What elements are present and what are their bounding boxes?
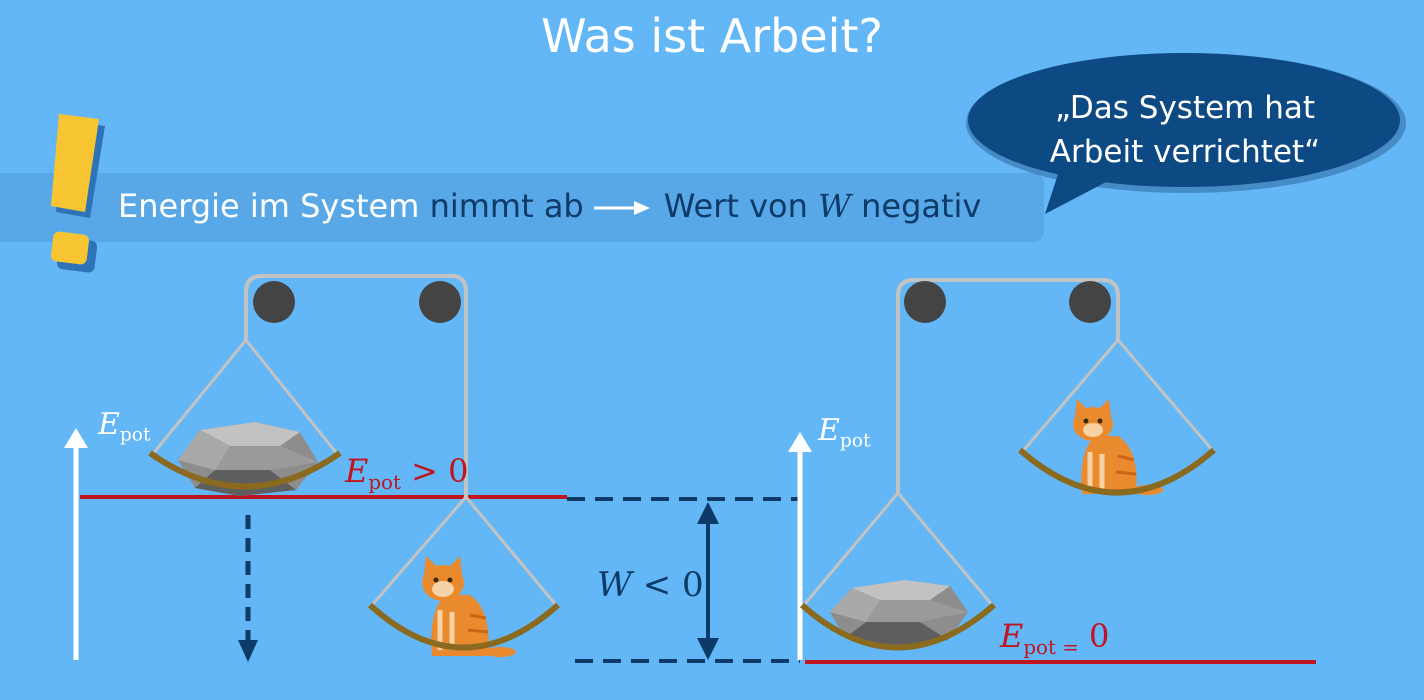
cat-icon (1073, 399, 1163, 495)
left-level-subscript: pot (368, 470, 401, 494)
left-high-pan (150, 340, 340, 496)
left-energy-axis (64, 428, 88, 660)
left-axis-symbol: E (98, 407, 120, 442)
statement-text (118, 178, 981, 234)
page-title: Was ist Arbeit? (541, 9, 883, 63)
speech-bubble-text (990, 86, 1380, 174)
right-level-subscript: pot = (1023, 635, 1079, 659)
speech-bubble-line-1: „Das System hat (1054, 90, 1316, 126)
left-axis-label (98, 407, 151, 446)
right-arrow-icon (594, 198, 650, 218)
right-level-symbol: E (1000, 617, 1024, 655)
right-axis-label (818, 413, 871, 452)
left-pulley-wheel-1 (253, 281, 295, 323)
right-axis-symbol: E (818, 413, 840, 448)
speech-bubble-line-2: Arbeit verrichtet“ (1049, 134, 1321, 170)
down-arrow-icon (238, 515, 258, 662)
right-pulley-wheel-2 (1069, 281, 1111, 323)
work-symbol: W (597, 565, 632, 605)
right-axis-subscript: pot (839, 430, 871, 452)
statement-start: Energie im System (118, 187, 430, 225)
right-low-pan (802, 493, 994, 648)
statement-after-arrow: Wert von (663, 187, 819, 225)
left-pulley-wheel-2 (419, 281, 461, 323)
left-level-symbol: E (345, 452, 369, 490)
right-pulley-wheel-1 (904, 281, 946, 323)
statement-end: negativ (850, 187, 982, 225)
work-relation: < 0 (642, 565, 704, 605)
right-level-value: 0 (1089, 617, 1110, 655)
statement-highlight: nimmt ab (429, 187, 584, 225)
work-label (597, 565, 704, 605)
left-axis-subscript: pot (119, 424, 151, 446)
right-energy-axis (788, 432, 812, 660)
exclamation-icon (50, 114, 105, 273)
right-level-label (1000, 617, 1110, 659)
left-level-relation: > 0 (411, 452, 469, 490)
left-level-label (345, 452, 469, 494)
statement-variable: W (818, 187, 851, 225)
left-low-pan (370, 497, 558, 657)
right-high-pan (1020, 340, 1214, 495)
